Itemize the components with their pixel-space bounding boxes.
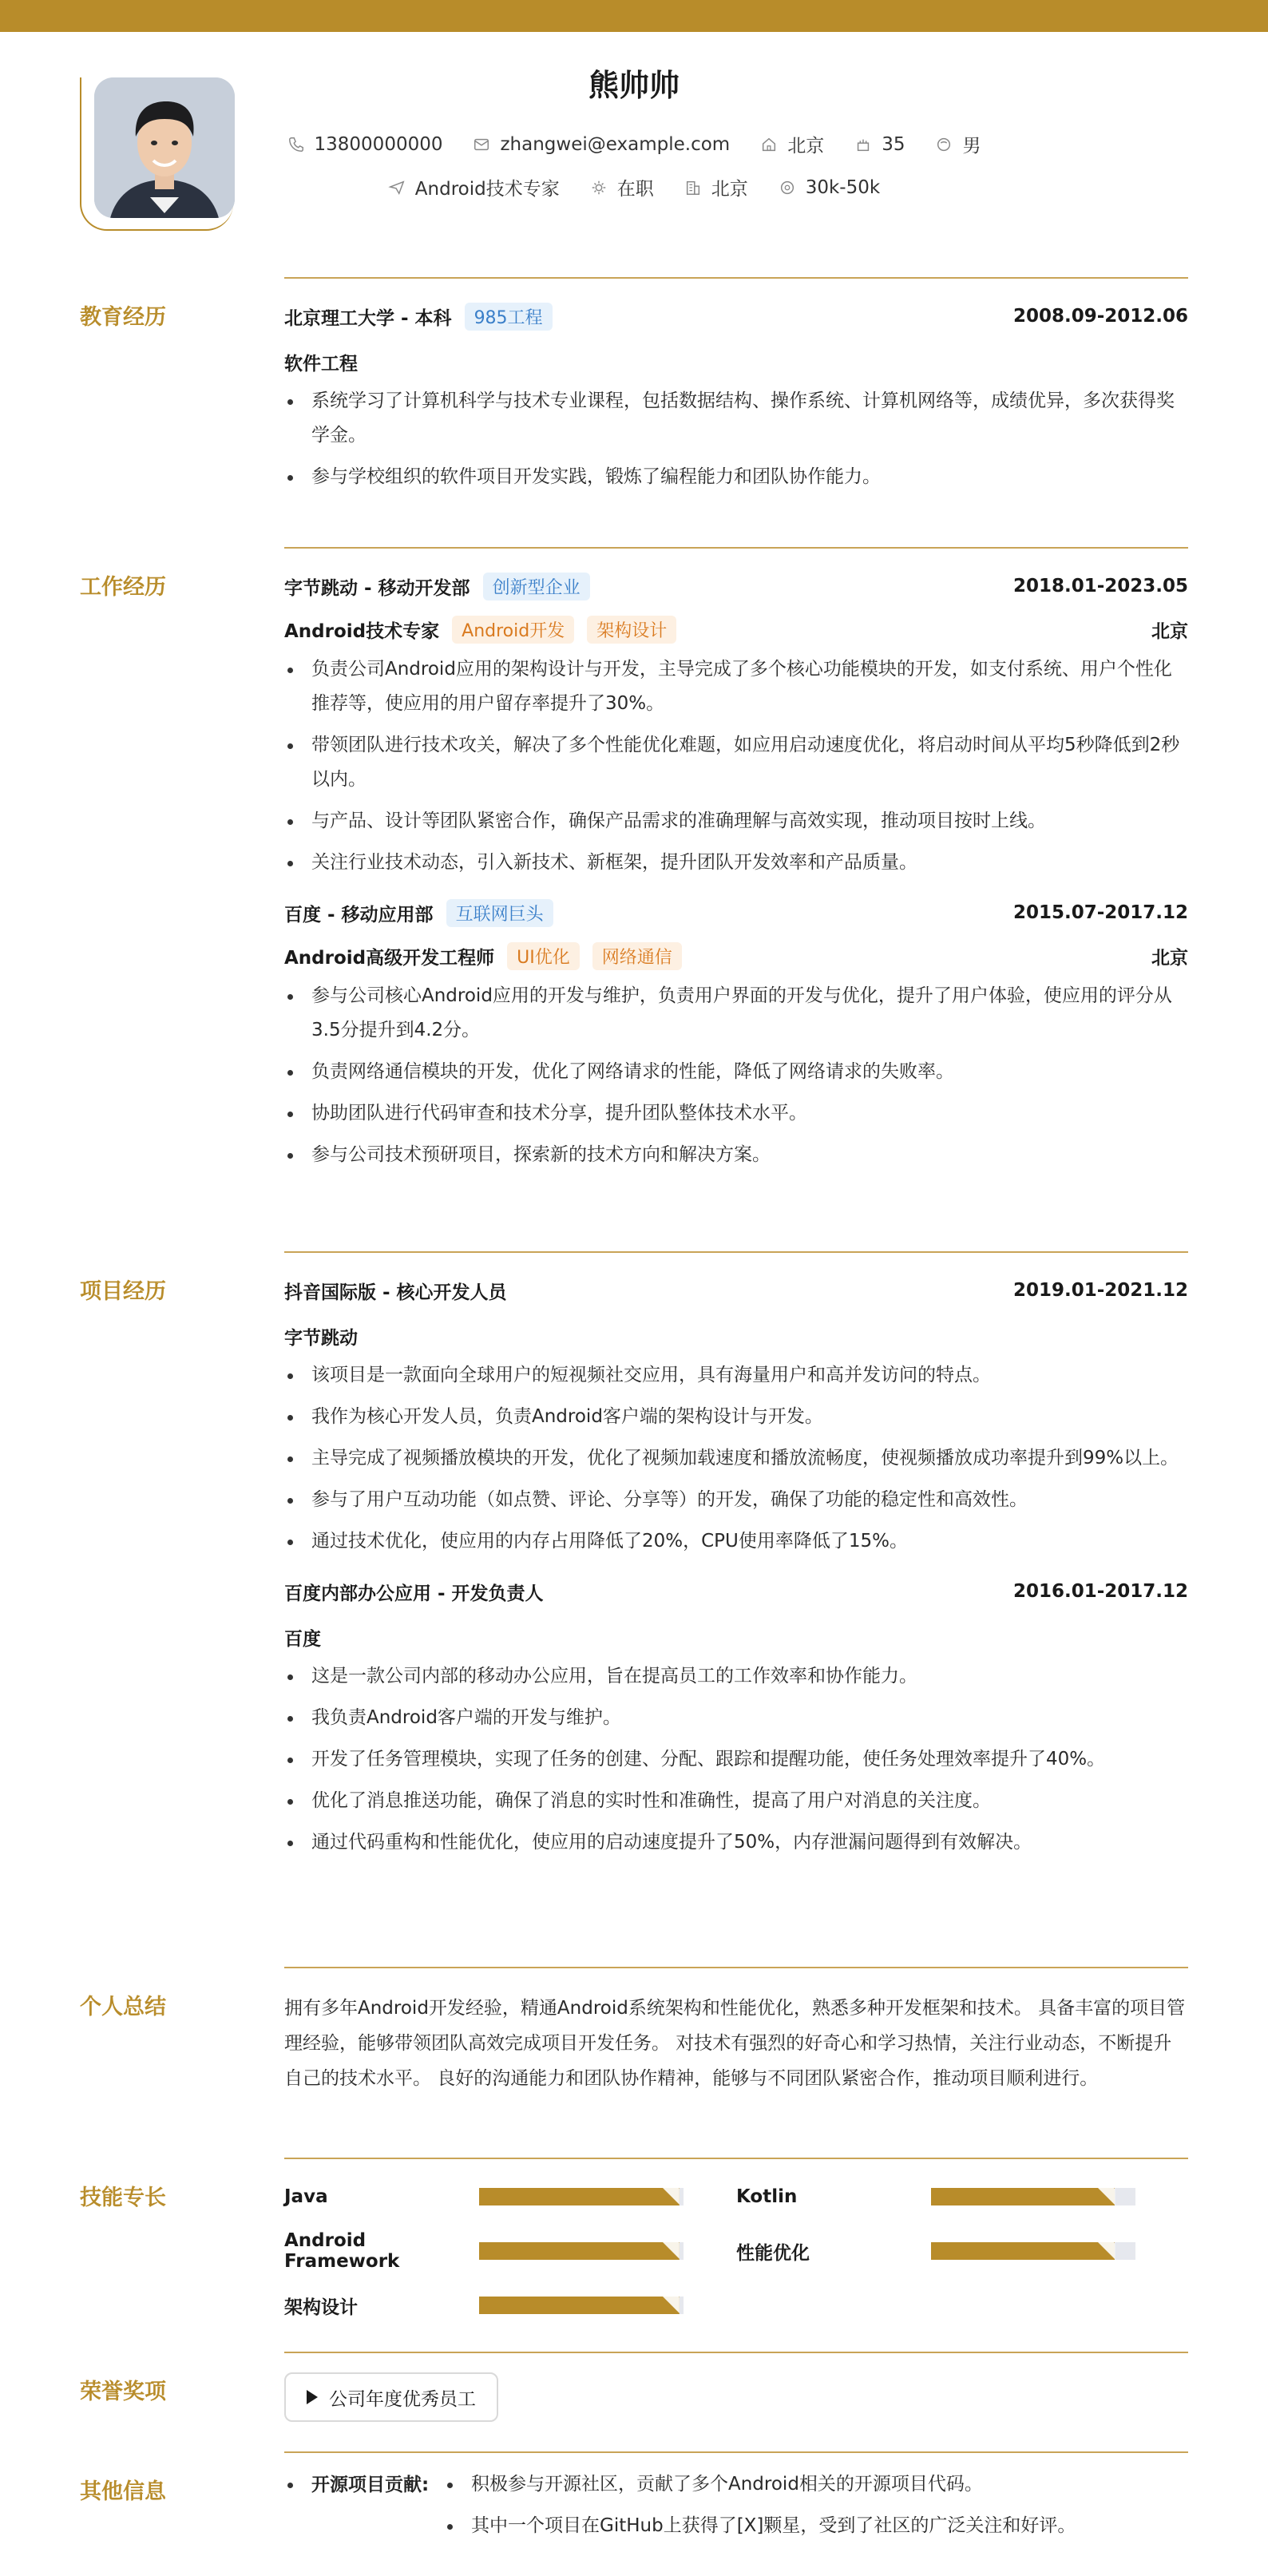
skill-item xyxy=(736,2236,1188,2266)
work-date: 2018.01-2023.05 xyxy=(1012,576,1188,596)
skill-name: Java xyxy=(284,2186,328,2207)
list-item: 通过代码重构和性能优化，使应用的启动速度提升了50%，内存泄漏问题得到有效解决。 xyxy=(284,1825,1188,1860)
salary-icon xyxy=(779,179,796,196)
project-company: 百度 xyxy=(284,1629,321,1650)
skill-name: 架构设计 xyxy=(284,2297,358,2318)
skill-item xyxy=(284,2290,736,2320)
work-date: 2015.07-2017.12 xyxy=(1012,902,1188,923)
intent-salary: 30k-50k xyxy=(779,174,880,200)
home-icon xyxy=(760,136,778,153)
company-tag: 互联网巨头 xyxy=(446,899,553,927)
skill-bar xyxy=(931,2242,1135,2260)
project-title: 百度内部办公应用 - 开发负责人 xyxy=(284,1583,544,1604)
section-title: 个人总结 xyxy=(80,1995,166,2019)
other-values xyxy=(444,2467,1076,2550)
skill-tag: 架构设计 xyxy=(587,616,676,644)
list-item: 其中一个项目在GitHub上获得了[X]颗星，受到了社区的广泛关注和好评。 xyxy=(444,2509,1076,2543)
contact-age: 35 xyxy=(854,131,905,157)
intent-row xyxy=(0,174,1268,200)
project-bullets xyxy=(284,1358,1188,1559)
skill-bar-fill xyxy=(931,2188,1115,2205)
skills-grid xyxy=(284,2182,1188,2320)
list-item: 与产品、设计等团队紧密合作，确保产品需求的准确理解与高效实现，推动项目按时上线。 xyxy=(284,804,1188,838)
phone-icon xyxy=(287,136,305,153)
candidate-name: 熊帅帅 xyxy=(588,68,680,103)
send-icon xyxy=(388,179,406,196)
skill-bar xyxy=(479,2242,684,2260)
skill-name: Kotlin xyxy=(736,2186,798,2207)
contact-row xyxy=(0,131,1268,157)
list-item: 我负责Android客户端的开发与维护。 xyxy=(284,1701,1188,1735)
list-item: 系统学习了计算机科学与技术专业课程，包括数据结构、操作系统、计算机网络等，成绩优异，多次获得奖学金。 xyxy=(284,384,1188,453)
skill-bar-fill xyxy=(479,2188,680,2205)
list-item: 带领团队进行技术攻关，解决了多个性能优化难题，如应用启动速度优化，将启动时间从平均5秒降低到2秒以内。 xyxy=(284,728,1188,797)
contact-gender: 男 xyxy=(935,131,981,157)
list-item: 参与公司技术预研项目，探索新的技术方向和解决方案。 xyxy=(284,1138,1188,1172)
skills-body xyxy=(284,2158,1188,2320)
skill-item xyxy=(736,2182,1188,2212)
project-title: 抖音国际版 - 核心开发人员 xyxy=(284,1282,507,1303)
skill-tag: 网络通信 xyxy=(592,942,682,970)
education-body xyxy=(284,277,1188,512)
list-item: 优化了消息推送功能，确保了消息的实时性和准确性，提高了用户对消息的关注度。 xyxy=(284,1784,1188,1818)
project-bullets xyxy=(284,1659,1188,1860)
list-item: 积极参与开源社区，贡献了多个Android相关的开源项目代码。 xyxy=(444,2467,1076,2502)
section-title: 荣誉奖项 xyxy=(80,2380,166,2404)
contact-email: zhangwei@example.com xyxy=(473,131,730,157)
education-entry xyxy=(284,301,1188,494)
education-date: 2008.09-2012.06 xyxy=(1012,306,1188,327)
other-body xyxy=(284,2451,1188,2550)
skill-tag: UI优化 xyxy=(507,942,580,970)
section-title: 项目经历 xyxy=(80,1279,166,1304)
job-city: 北京 xyxy=(1151,947,1188,969)
other-key: 开源项目贡献: xyxy=(284,2467,444,2550)
company-tag: 创新型企业 xyxy=(483,573,590,600)
list-item: 关注行业技术动态，引入新技术、新框架，提升团队开发效率和产品质量。 xyxy=(284,846,1188,880)
skill-bar xyxy=(931,2188,1135,2205)
job-role: Android高级开发工程师 xyxy=(284,947,495,969)
other-item xyxy=(284,2467,1188,2550)
project-date: 2019.01-2021.12 xyxy=(1012,1280,1188,1301)
work-entry xyxy=(284,571,1188,880)
building-icon xyxy=(684,179,702,196)
school-name: 北京理工大学 - 本科 xyxy=(284,307,452,329)
contact-home: 北京 xyxy=(760,131,824,157)
list-item: 该项目是一款面向全球用户的短视频社交应用，具有海量用户和高并发访问的特点。 xyxy=(284,1358,1188,1393)
summary-body xyxy=(284,1967,1188,2096)
list-item: 负责公司Android应用的架构设计与开发，主导完成了多个核心功能模块的开发，如支付系统、用户个性化推荐等，使应用的用户留存率提升了30%。 xyxy=(284,652,1188,721)
skill-item xyxy=(284,2230,736,2272)
skill-bar xyxy=(479,2297,684,2314)
education-bullets xyxy=(284,384,1188,494)
list-item: 负责网络通信模块的开发，优化了网络请求的性能，降低了网络请求的失败率。 xyxy=(284,1055,1188,1089)
list-item: 通过技术优化，使应用的内存占用降低了20%，CPU使用率降低了15%。 xyxy=(284,1524,1188,1559)
major: 软件工程 xyxy=(284,354,358,375)
skill-name: 性能优化 xyxy=(736,2242,810,2264)
project-entry xyxy=(284,1576,1188,1860)
skill-name: Android Framework xyxy=(284,2230,400,2272)
skill-item xyxy=(284,2182,736,2212)
section-title: 其他信息 xyxy=(80,2479,166,2504)
company-name: 百度 - 移动应用部 xyxy=(284,904,434,925)
skill-bar-fill xyxy=(931,2242,1115,2260)
age-icon xyxy=(854,136,872,153)
section-title: 技能专长 xyxy=(80,2186,166,2210)
company-name: 字节跳动 - 移动开发部 xyxy=(284,577,470,599)
list-item: 开发了任务管理模块，实现了任务的创建、分配、跟踪和提醒功能，使任务处理效率提升了40%。 xyxy=(284,1742,1188,1777)
list-item: 参与公司核心Android应用的开发与维护，负责用户界面的开发与优化，提升了用户体验，使应用的评分从3.5分提升到4.2分。 xyxy=(284,979,1188,1048)
job-role: Android技术专家 xyxy=(284,620,440,642)
project-entry xyxy=(284,1275,1188,1559)
work-bullets xyxy=(284,979,1188,1172)
skill-bar-fill xyxy=(479,2242,680,2260)
section-title: 工作经历 xyxy=(80,575,166,600)
intent-city: 北京 xyxy=(684,174,748,200)
skill-bar xyxy=(479,2188,684,2205)
mail-icon xyxy=(473,136,490,153)
awards-body xyxy=(284,2352,1188,2422)
skill-bar-fill xyxy=(479,2297,680,2314)
project-date: 2016.01-2017.12 xyxy=(1012,1581,1188,1602)
contact-phone: 13800000000 xyxy=(287,131,443,157)
status-icon xyxy=(590,179,608,196)
school-tag: 985工程 xyxy=(465,303,553,331)
list-item: 我作为核心开发人员，负责Android客户端的架构设计与开发。 xyxy=(284,1400,1188,1434)
list-item: 参与学校组织的软件项目开发实践，锻炼了编程能力和团队协作能力。 xyxy=(284,460,1188,494)
list-item: 这是一款公司内部的移动办公应用，旨在提高员工的工作效率和协作能力。 xyxy=(284,1659,1188,1694)
list-item: 参与了用户互动功能（如点赞、评论、分享等）的开发，确保了功能的稳定性和高效性。 xyxy=(284,1483,1188,1517)
gender-icon xyxy=(935,136,953,153)
work-body xyxy=(284,547,1188,1190)
list-item: 协助团队进行代码审查和技术分享，提升团队整体技术水平。 xyxy=(284,1096,1188,1131)
project-company: 字节跳动 xyxy=(284,1328,358,1349)
list-item: 主导完成了视频播放模块的开发，优化了视频加载速度和播放流畅度，使视频播放成功率提升到99%以上。 xyxy=(284,1441,1188,1476)
projects-body xyxy=(284,1251,1188,1877)
section-title: 教育经历 xyxy=(80,305,166,330)
summary-text: 拥有多年Android开发经验，精通Android系统架构和性能优化，熟悉多种开发框架和技术。 具备丰富的项目管理经验，能够带领团队高效完成项目开发任务。 对技术有强烈的好奇心和学习热情，关注行业动态，不断提升自己的技术水平。 良好的沟通能力和团队协作精神，能够与不同团队紧密合作，推动项目顺利进行。 xyxy=(284,1998,1186,2089)
award-label: 公司年度优秀员工 xyxy=(329,2388,476,2410)
play-triangle-icon xyxy=(307,2390,318,2404)
top-accent-bar xyxy=(0,0,1268,32)
intent-status: 在职 xyxy=(590,174,654,200)
work-bullets xyxy=(284,652,1188,880)
award-toggle-button[interactable] xyxy=(284,2372,498,2422)
work-entry xyxy=(284,898,1188,1172)
job-city: 北京 xyxy=(1151,620,1188,642)
skill-tag: Android开发 xyxy=(452,616,574,644)
intent-position: Android技术专家 xyxy=(388,174,560,200)
